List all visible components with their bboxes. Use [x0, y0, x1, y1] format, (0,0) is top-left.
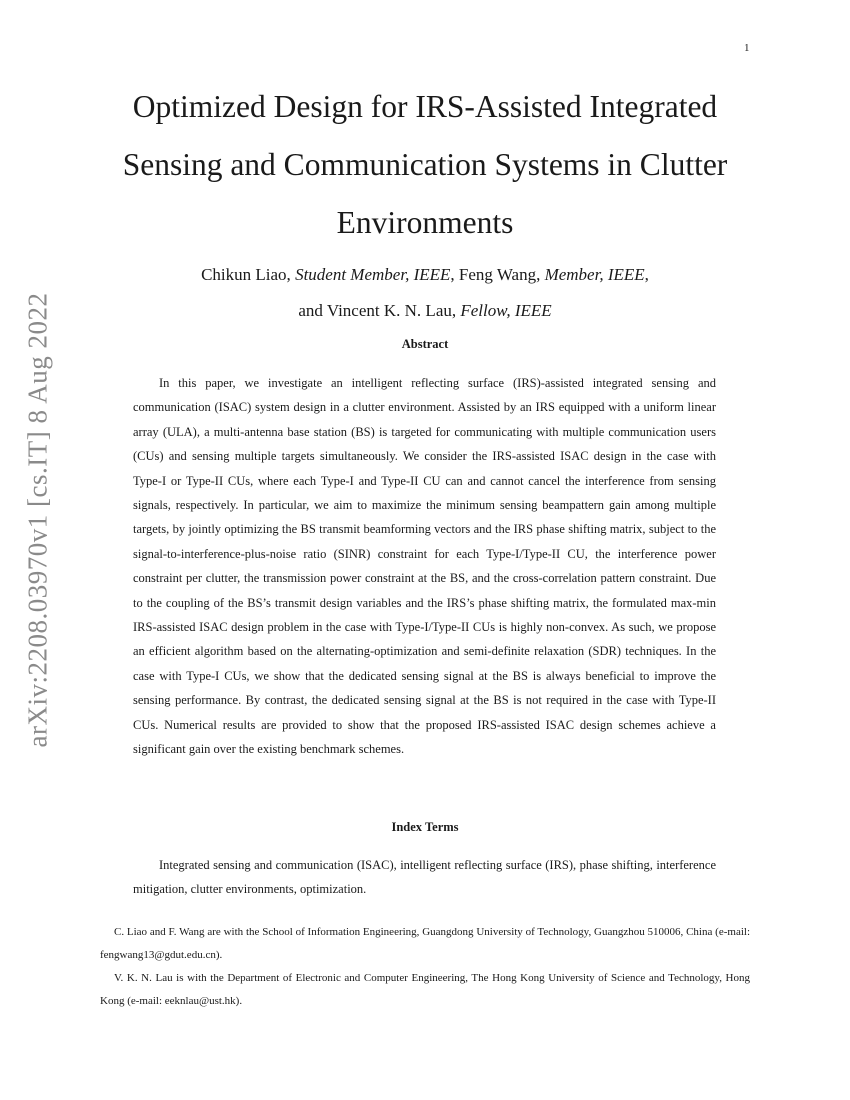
author-block	[100, 257, 750, 329]
abstract-heading: Abstract	[401, 337, 449, 351]
footnotes	[100, 921, 750, 1013]
footnote-affiliation-1: C. Liao and F. Wang are with the School of Information Engineering, Guangdong University of Technology, Guangzhou 510006, China (e-mail: fengwang13@gdut.edu.cn).	[100, 926, 750, 961]
footnote-affiliation-2: V. K. N. Lau is with the Department of Electronic and Computer Engineering, The Hong Kong University of Science and Technology, Hong Kong (e-mail: eeknlau@ust.hk).	[100, 972, 750, 1007]
author-lau: and Vincent K. N. Lau,	[298, 301, 461, 320]
author-line-2	[100, 293, 750, 329]
author-separator: ,	[644, 265, 649, 284]
author-wang: , Feng Wang,	[450, 265, 545, 284]
author-line-1	[100, 257, 750, 293]
author-lau-role: Fellow, IEEE	[460, 301, 552, 320]
index-terms-text: Integrated sensing and communication (ISAC), intelligent reflecting surface (IRS), phase shifting, interference mitigation, clutter environments, optimization.	[133, 858, 716, 897]
paper-title: Optimized Design for IRS-Assisted Integrated Sensing and Communication Systems in Clutter Environments	[122, 89, 728, 240]
page-number: 1	[744, 42, 750, 54]
author-liao-role: Student Member, IEEE	[295, 265, 451, 284]
author-wang-role: Member, IEEE	[544, 265, 645, 284]
arxiv-stamp: arXiv:2208.03970v1 [cs.IT] 8 Aug 2022	[22, 292, 53, 748]
author-liao: Chikun Liao,	[201, 265, 296, 284]
abstract-text: In this paper, we investigate an intelligent reflecting surface (IRS)-assisted integrated sensing and communication (ISAC) system design in a clutter environment. Assisted by an IRS equipped with a uniform linear array (ULA), a multi-antenna base station (BS) is targeted for communicating with multiple communication users (CUs) and sensing multiple targets simultaneously. We consider the IRS-assisted ISAC design in the case with Type-I or Type-II CUs, where each Type-I and Type-II CU can and cannot cancel the interference from sensing signals, respectively. In particular, we aim to maximize the minimum sensing beampattern gain among multiple targets, by jointly optimizing the BS transmit beamforming vectors and the IRS phase shifting matrix, subject to the signal-to-interference-plus-noise ratio (SINR) constraint for each Type-I/Type-II CU, the interference power constraint per clutter, the transmission power constraint at the BS, and the cross-correlation pattern constraint. Due to the coupling of the BS’s transmit design variables and the IRS’s phase shifting matrix, the formulated max-min IRS-assisted ISAC design problem in the case with Type-I/Type-II CUs is highly non-convex. As such, we propose an efficient algorithm based on the alternating-optimization and semi-definite relaxation (SDR) techniques. In the case with Type-I CUs, we show that the dedicated sensing signal at the BS is always beneficial to improve the sensing performance. By contrast, the dedicated sensing signal at the BS is not required in the case with Type-II CUs. Numerical results are provided to show that the proposed IRS-assisted ISAC design schemes achieve a significant gain over the existing benchmark schemes.	[133, 376, 716, 757]
index-terms-heading: Index Terms	[391, 820, 459, 834]
